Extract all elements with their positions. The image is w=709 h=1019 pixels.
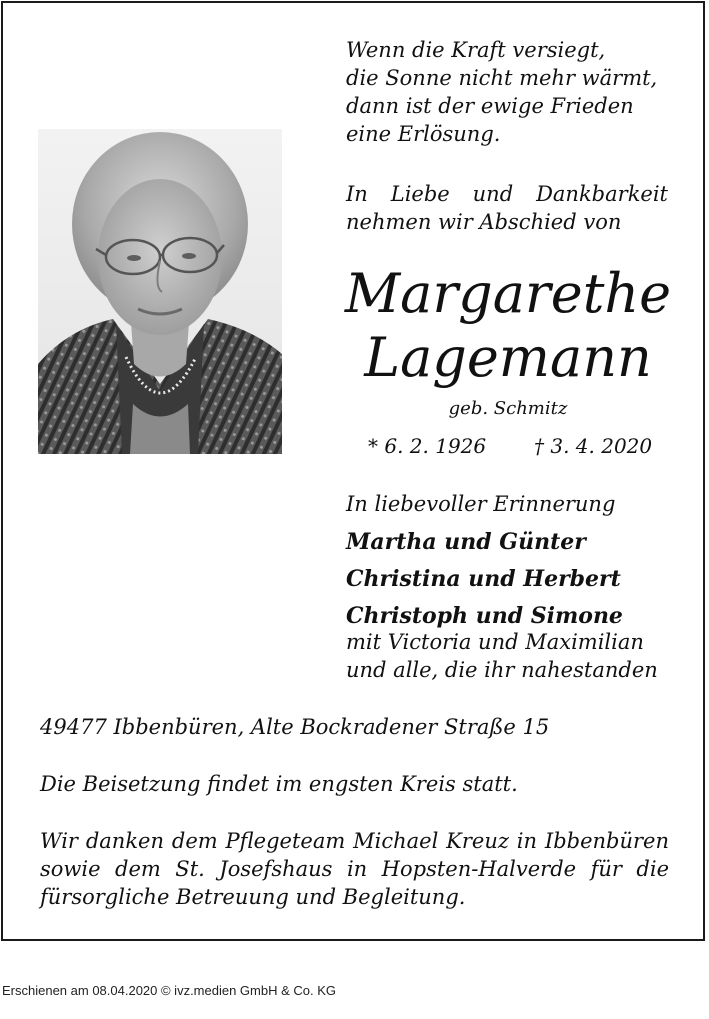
poem-line: Wenn die Kraft versiegt,	[346, 38, 606, 62]
deceased-name	[338, 262, 678, 390]
birth-name: geb. Schmitz	[448, 398, 568, 419]
first-name: Margarethe	[344, 262, 672, 325]
last-name: Lagemann	[364, 326, 652, 389]
poem	[346, 36, 668, 148]
poem-line: dann ist der ewige Frieden	[346, 94, 634, 118]
farewell-intro	[346, 180, 668, 236]
burial-note: Die Beisetzung findet im engsten Kreis statt.	[40, 772, 518, 796]
death-date: † 3. 4. 2020	[534, 434, 653, 458]
family-name: Christina und Herbert	[346, 566, 621, 592]
publication-footer: Erschienen am 08.04.2020 © ivz.medien GmbH & Co. KG	[2, 983, 337, 998]
mourner-line: und alle, die ihr nahestanden	[346, 658, 658, 682]
other-mourners	[346, 628, 668, 684]
thanks-line: sowie dem St. Josefshaus in Hopsten-Halverde für die	[40, 857, 669, 881]
family-name: Martha und Günter	[346, 529, 586, 555]
address: 49477 Ibbenbüren, Alte Bockradener Straße 15	[40, 715, 550, 739]
thanks-note	[40, 827, 669, 911]
poem-line: die Sonne nicht mehr wärmt,	[346, 66, 658, 90]
intro-line: nehmen wir Abschied von	[346, 210, 622, 234]
family-name: Christoph und Simone	[346, 603, 623, 629]
memory-intro: In liebevoller Erinnerung	[346, 492, 616, 516]
mourner-families	[346, 524, 668, 635]
birth-date: * 6. 2. 1926	[368, 434, 487, 458]
thanks-line: fürsorgliche Betreuung und Begleitung.	[40, 885, 466, 909]
portrait-photo	[38, 129, 282, 454]
mourner-line: mit Victoria und Maximilian	[346, 630, 644, 654]
thanks-line: Wir danken dem Pflegeteam Michael Kreuz in Ibbenbüren	[40, 829, 669, 853]
poem-line: eine Erlösung.	[346, 122, 501, 146]
intro-line: In Liebe und Dankbarkeit	[346, 182, 668, 206]
